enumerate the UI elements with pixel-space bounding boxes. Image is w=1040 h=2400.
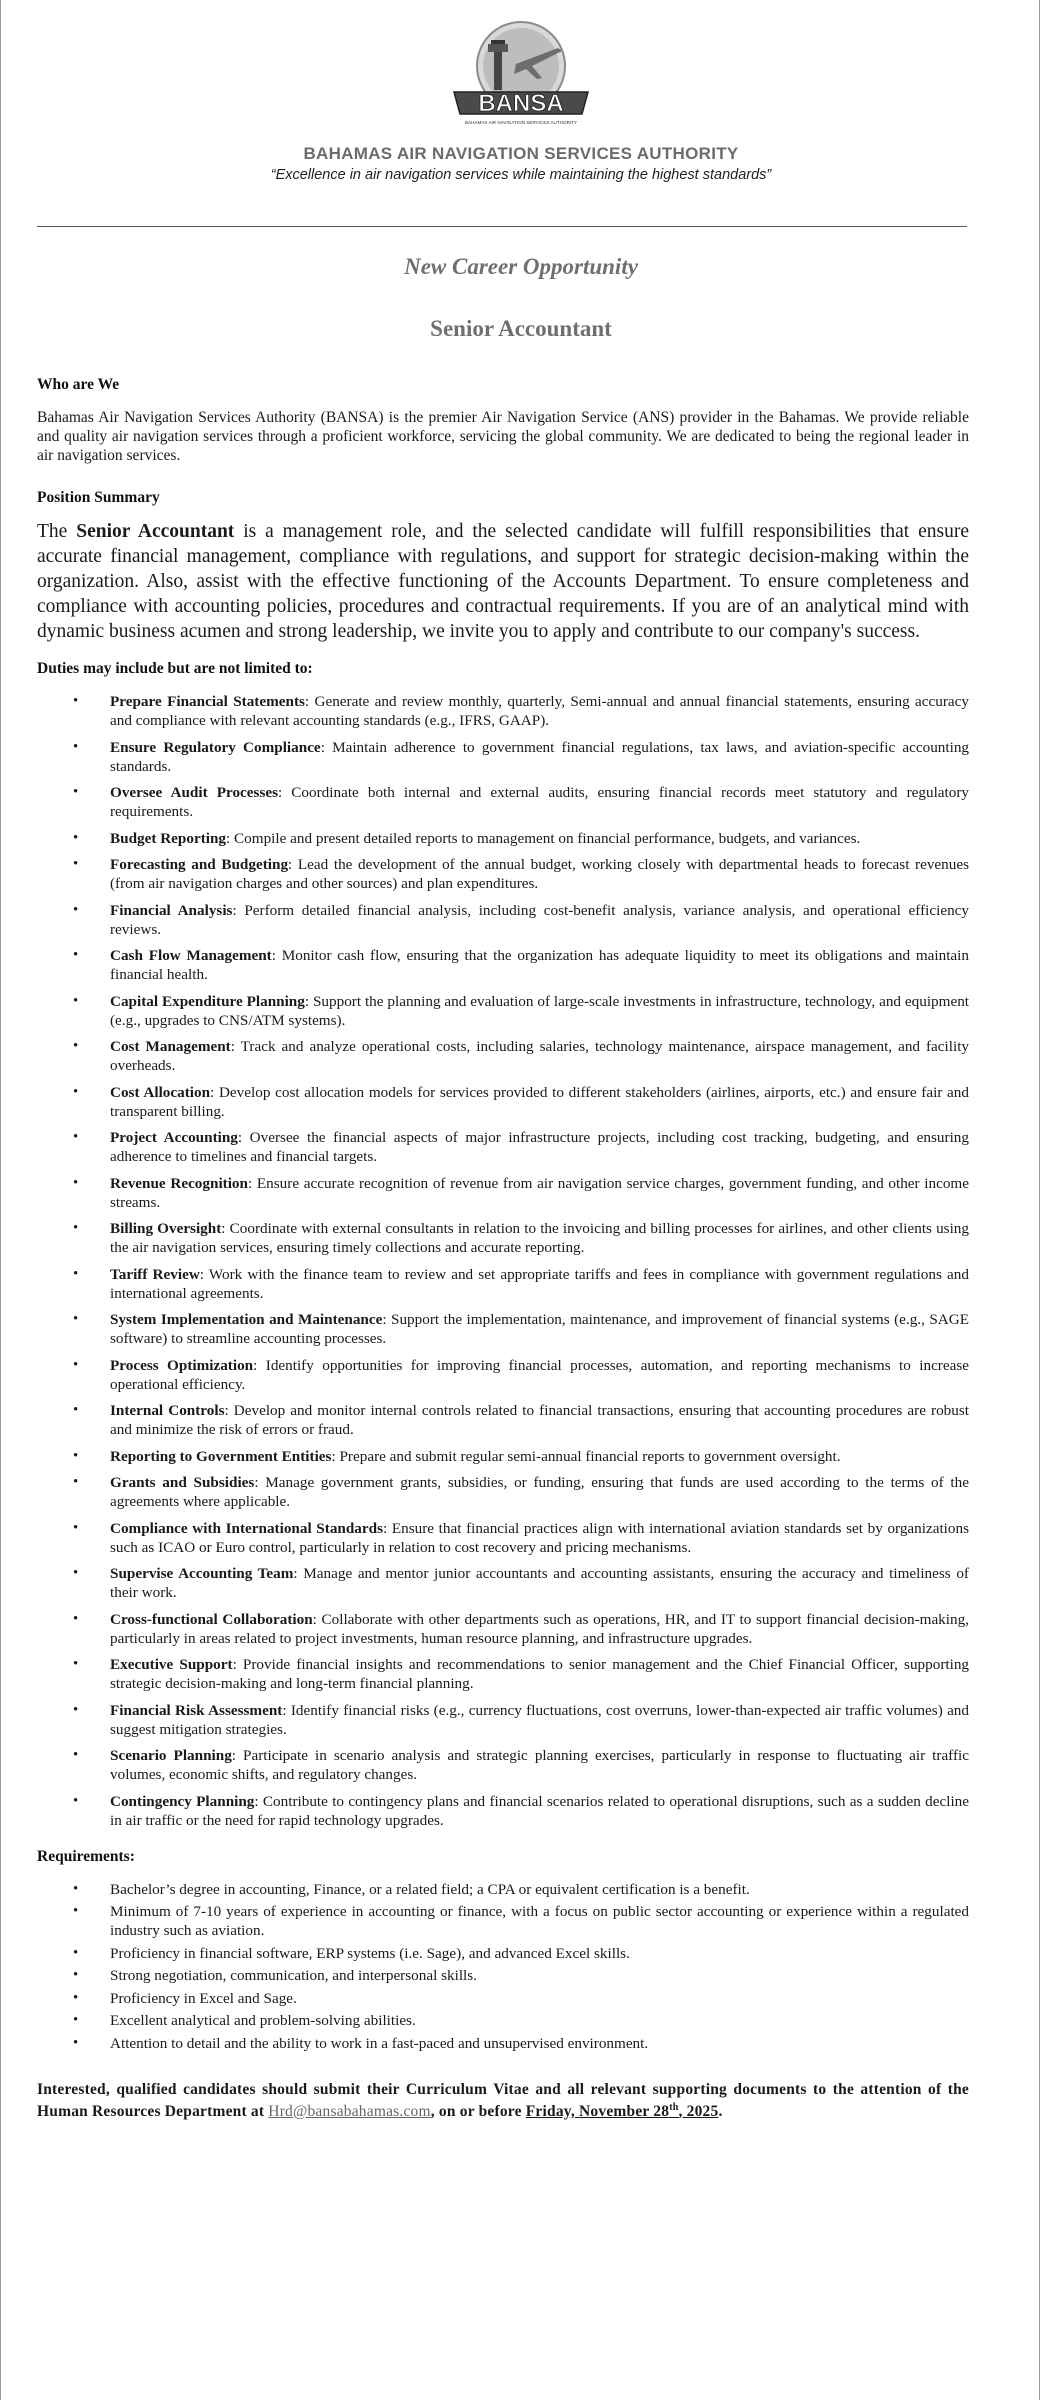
summary-heading: Position Summary — [37, 489, 160, 506]
list-item: • Cost Allocation: Develop cost allocation models for services provided to different stakeholders (airlines, airports, etc.) and ensure fair and transparent billing. — [37, 1083, 969, 1121]
list-item: • Proficiency in financial software, ERP systems (i.e. Sage), and advanced Excel skills. — [37, 1944, 969, 1963]
requirements-heading: Requirements: — [37, 1847, 135, 1865]
letterhead — [1, 18, 1040, 183]
hr-email-link[interactable]: Hrd@bansabahamas.com — [268, 2102, 431, 2120]
list-item: • Excellent analytical and problem-solving abilities. — [37, 2011, 969, 2030]
who-text: Bahamas Air Navigation Services Authority (BANSA) is the premier Air Navigation Service (ANS) provider in the Bahamas. We provide reliable and quality air navigation services through a proficient workforce, servicing the global community. We are dedicated to being the regional leader in air navigation services. — [37, 409, 969, 464]
list-item: • Attention to detail and the ability to work in a fast-paced and unsupervised environment. — [37, 2034, 969, 2053]
document-body — [37, 376, 969, 2123]
list-item: • Prepare Financial Statements: Generate and review monthly, quarterly, Semi-annual and annual financial statements, ensuring accuracy and compliance with relevant accounting standards (e.g., IFRS, GAAP). — [37, 692, 969, 730]
job-title: Senior Accountant — [430, 316, 612, 341]
career-heading: New Career Opportunity — [404, 254, 638, 279]
list-item: • Internal Controls: Develop and monitor internal controls related to financial transactions, ensuring that accounting procedures are robust and minimize the risk of errors or fraud. — [37, 1401, 969, 1439]
logo-subtext: BAHAMAS AIR NAVIGATION SERVICES AUTHORITY — [464, 120, 578, 125]
list-item: • Grants and Subsidies: Manage government grants, subsidies, or funding, ensuring that funds are used according to the terms of the agreements where applicable. — [37, 1473, 969, 1511]
list-item: • Financial Risk Assessment: Identify financial risks (e.g., currency fluctuations, cost overruns, lower-than-expected air traffic volumes) and suggest mitigation strategies. — [37, 1701, 969, 1739]
list-item: • Executive Support: Provide financial insights and recommendations to senior management and the Chief Financial Officer, supporting strategic decision-making and long-term financial planning. — [37, 1655, 969, 1693]
application-instructions: Interested, qualified candidates should submit their Curriculum Vitae and all relevant supporting documents to the attention of the Human Resources Department at Hrd@bansabahamas.com, on or before Friday, November 28th, 2025. — [37, 2080, 969, 2120]
summary-role-name: Senior Accountant — [76, 521, 235, 542]
list-item: • Billing Oversight: Coordinate with external consultants in relation to the invoicing and billing processes for airlines, and other clients using the air navigation services, ensuring timely collections and accurate reporting. — [37, 1219, 969, 1257]
deadline-date: Friday, November 28th, 2025 — [525, 2101, 719, 2120]
who-heading: Who are We — [37, 376, 120, 393]
bansa-logo — [446, 18, 596, 138]
logo-wordmark: BANSA — [478, 90, 564, 117]
list-item: • Cross-functional Collaboration: Collaborate with other departments such as operations, HR, and IT to support financial decision-making, particularly in areas related to project investments, human resource planning, and infrastructure upgrades. — [37, 1610, 969, 1648]
list-item: • Project Accounting: Oversee the financial aspects of major infrastructure projects, including cost tracking, budgeting, and ensuring adherence to timelines and financial targets. — [37, 1128, 969, 1166]
list-item: • Revenue Recognition: Ensure accurate recognition of revenue from air navigation service charges, government funding, and other income streams. — [37, 1174, 969, 1212]
list-item: • Ensure Regulatory Compliance: Maintain adherence to government financial regulations, tax laws, and aviation-specific accounting standards. — [37, 738, 969, 776]
duties-list — [37, 692, 969, 1830]
list-item: • Scenario Planning: Participate in scenario analysis and strategic planning exercises, particularly in response to fluctuating air traffic volumes, economic shifts, and regulatory changes. — [37, 1746, 969, 1784]
requirements-list — [37, 1880, 969, 2053]
tagline: “Excellence in air navigation services while maintaining the highest standards” — [270, 167, 772, 183]
organization-name: BAHAMAS AIR NAVIGATION SERVICES AUTHORITY — [303, 144, 739, 163]
header-divider — [37, 226, 967, 227]
list-item: • Cash Flow Management: Monitor cash flow, ensuring that the organization has adequate liquidity to meet its obligations and maintain financial health. — [37, 946, 969, 984]
position-summary: The Senior Accountant is a management role, and the selected candidate will fulfill responsibilities that ensure accurate financial management, compliance with regulations, and support for strategic decision-making within the organization. Also, assist with the effective functioning of the Accounts Department. To ensure completeness and compliance with accounting policies, procedures and contractual requirements. If you are of an analytical mind with dynamic business acumen and strong leadership, we invite you to apply and contribute to our company's success. — [37, 521, 969, 642]
list-item: • Bachelor’s degree in accounting, Finance, or a related field; a CPA or equivalent certification is a benefit. — [37, 1880, 969, 1899]
list-item: • Supervise Accounting Team: Manage and mentor junior accountants and accounting assistants, ensuring the accuracy and timeliness of their work. — [37, 1564, 969, 1602]
list-item: • Compliance with International Standards: Ensure that financial practices align with international aviation standards set by organizations such as ICAO or Euro control, particularly in relation to cost recovery and pricing mechanisms. — [37, 1519, 969, 1557]
duties-heading: Duties may include but are not limited to: — [37, 660, 313, 677]
list-item: • Budget Reporting: Compile and present detailed reports to management on financial performance, budgets, and variances. — [37, 829, 969, 848]
list-item: • Capital Expenditure Planning: Support the planning and evaluation of large-scale investments in infrastructure, technology, and equipment (e.g., upgrades to CNS/ATM systems). — [37, 992, 969, 1030]
list-item: • Financial Analysis: Perform detailed financial analysis, including cost-benefit analysis, variance analysis, and operational efficiency reviews. — [37, 901, 969, 939]
list-item: • Forecasting and Budgeting: Lead the development of the annual budget, working closely with departmental heads to forecast revenues (from air navigation charges and other sources) and plan expenditures. — [37, 855, 969, 893]
list-item: • Reporting to Government Entities: Prepare and submit regular semi-annual financial reports to government oversight. — [37, 1447, 969, 1466]
list-item: • System Implementation and Maintenance: Support the implementation, maintenance, and improvement of financial systems (e.g., SAGE software) to streamline accounting processes. — [37, 1310, 969, 1348]
list-item: • Contingency Planning: Contribute to contingency plans and financial scenarios related to operational disruptions, such as a sudden decline in air traffic or the need for rapid technology upgrades. — [37, 1792, 969, 1830]
list-item: • Strong negotiation, communication, and interpersonal skills. — [37, 1966, 969, 1985]
list-item: • Oversee Audit Processes: Coordinate both internal and external audits, ensuring financial records meet statutory and regulatory requirements. — [37, 783, 969, 821]
list-item: • Proficiency in Excel and Sage. — [37, 1989, 969, 2008]
list-item: • Process Optimization: Identify opportunities for improving financial processes, automation, and reporting mechanisms to increase operational efficiency. — [37, 1356, 969, 1394]
list-item: • Minimum of 7-10 years of experience in accounting or finance, with a focus on public sector accounting or experience within a regulated industry such as aviation. — [37, 1902, 969, 1940]
list-item: • Tariff Review: Work with the finance team to review and set appropriate tariffs and fees in compliance with government regulations and international agreements. — [37, 1265, 969, 1303]
list-item: • Cost Management: Track and analyze operational costs, including salaries, technology maintenance, airspace management, and facility overheads. — [37, 1037, 969, 1075]
